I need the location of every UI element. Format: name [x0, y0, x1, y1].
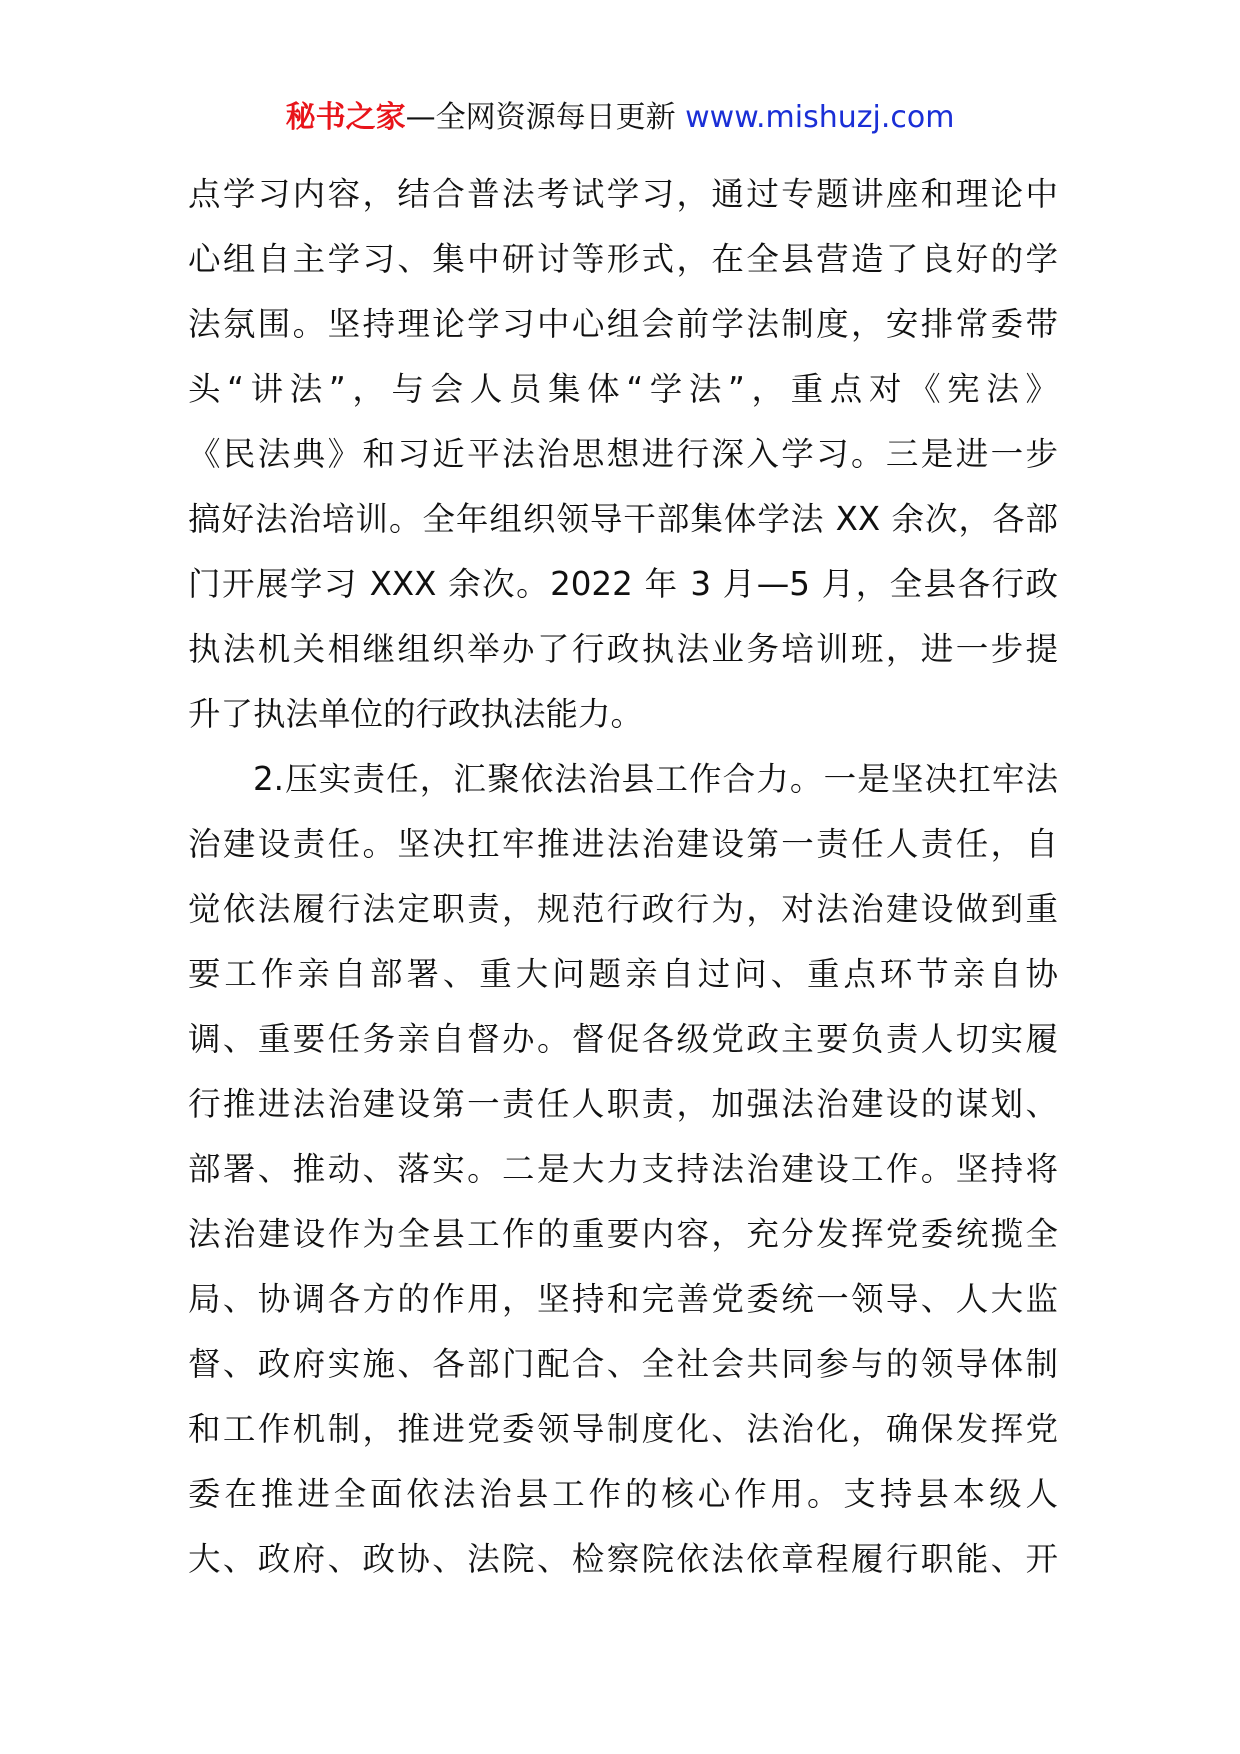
site-brand: 秘书之家	[285, 100, 406, 135]
paragraph-1	[188, 162, 1058, 747]
text-line: 和工作机制，推进党委领导制度化、法治化，确保发挥党	[188, 1410, 1058, 1448]
text-line: 行推进法治建设第一责任人职责，加强法治建设的谋划、	[188, 1085, 1058, 1123]
text-line: 觉依法履行法定职责，规范行政行为，对法治建设做到重	[188, 890, 1058, 928]
text-line: 委在推进全面依法治县工作的核心作用。支持县本级人	[188, 1475, 1058, 1513]
text-line: 点学习内容，结合普法考试学习，通过专题讲座和理论中	[188, 175, 1058, 213]
text-line: 升了执法单位的行政执法能力。	[188, 695, 644, 733]
text-line: 要工作亲自部署、重大问题亲自过问、重点环节亲自协	[188, 955, 1058, 993]
text-line: 调、重要任务亲自督办。督促各级党政主要负责人切实履	[188, 1020, 1058, 1058]
text-line: 部署、推动、落实。二是大力支持法治建设工作。坚持将	[188, 1150, 1058, 1188]
text-line: 治建设责任。坚决扛牢推进法治建设第一责任人责任，自	[188, 825, 1058, 863]
text-line: 法氛围。坚持理论学习中心组会前学法制度，安排常委带	[188, 305, 1058, 343]
text-line: 头“讲法”，与会人员集体“学法”，重点对《宪法》	[188, 370, 1058, 408]
site-tagline: —全网资源每日更新	[405, 100, 676, 135]
text-line: 督、政府实施、各部门配合、全社会共同参与的领导体制	[188, 1345, 1058, 1383]
text-line: 2.压实责任，汇聚依法治县工作合力。一是坚决扛牢法	[253, 760, 1058, 798]
paragraph-2	[188, 747, 1058, 1592]
text-line: 法治建设作为全县工作的重要内容，充分发挥党委统揽全	[188, 1215, 1058, 1253]
text-line: 大、政府、政协、法院、检察院依法依章程履行职能、开	[188, 1540, 1058, 1578]
page-header	[0, 98, 1240, 138]
text-line: 门开展学习 XXX 余次。2022 年 3 月—5 月，全县各行政	[188, 565, 1058, 603]
text-line: 执法机关相继组织举办了行政执法业务培训班，进一步提	[188, 630, 1058, 668]
text-line: 心组自主学习、集中研讨等形式，在全县营造了良好的学	[188, 240, 1058, 278]
text-line: 局、协调各方的作用，坚持和完善党委统一领导、人大监	[188, 1280, 1058, 1318]
document-body	[188, 162, 1058, 1592]
site-url-link[interactable]: www.mishuzj.com	[685, 100, 955, 135]
text-line: 搞好法治培训。全年组织领导干部集体学法 XX 余次，各部	[188, 500, 1058, 538]
text-line: 《民法典》和习近平法治思想进行深入学习。三是进一步	[188, 435, 1058, 473]
